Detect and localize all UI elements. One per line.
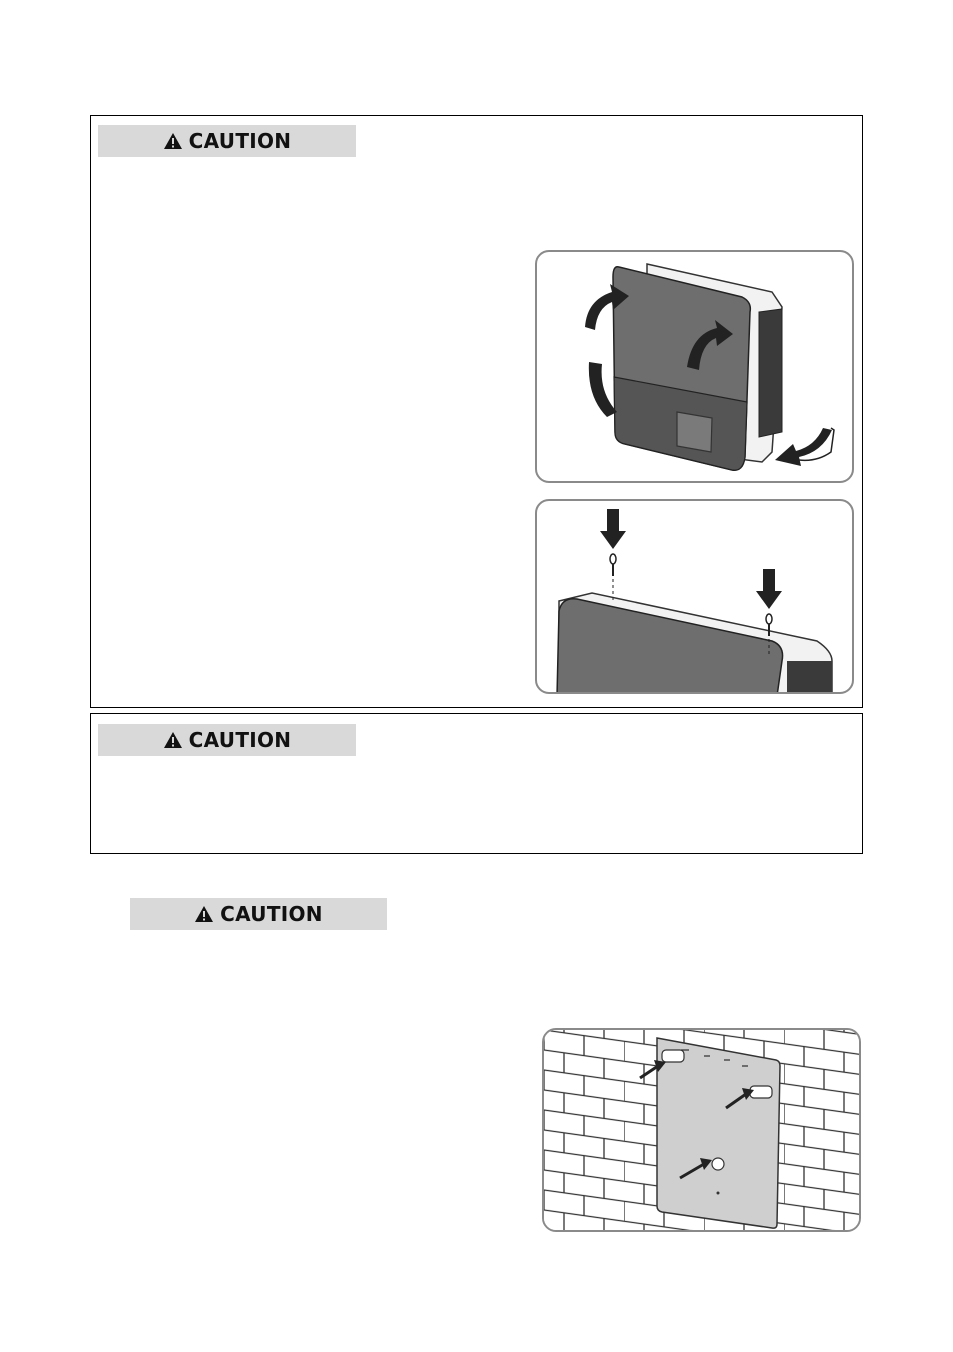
warning-triangle-icon [163, 731, 183, 749]
caution-label-1 [98, 125, 356, 157]
caution-label-2 [98, 724, 356, 756]
warning-triangle-icon [163, 132, 183, 150]
inverter-top-screws-icon [537, 501, 854, 694]
caution-label-3 [130, 898, 387, 930]
figure-inverter-screws [535, 499, 854, 694]
caution-section-2 [90, 713, 863, 854]
warning-triangle-icon [194, 905, 214, 923]
inverter-lift-arrows-icon [537, 252, 854, 483]
wall-mounting-bracket-icon [544, 1030, 861, 1232]
caution-text-2: CAUTION [188, 728, 292, 752]
caution-text-1: CAUTION [188, 129, 292, 153]
figure-wall-bracket [542, 1028, 861, 1232]
caution-text-3: CAUTION [220, 902, 323, 926]
figure-inverter-lift [535, 250, 854, 483]
